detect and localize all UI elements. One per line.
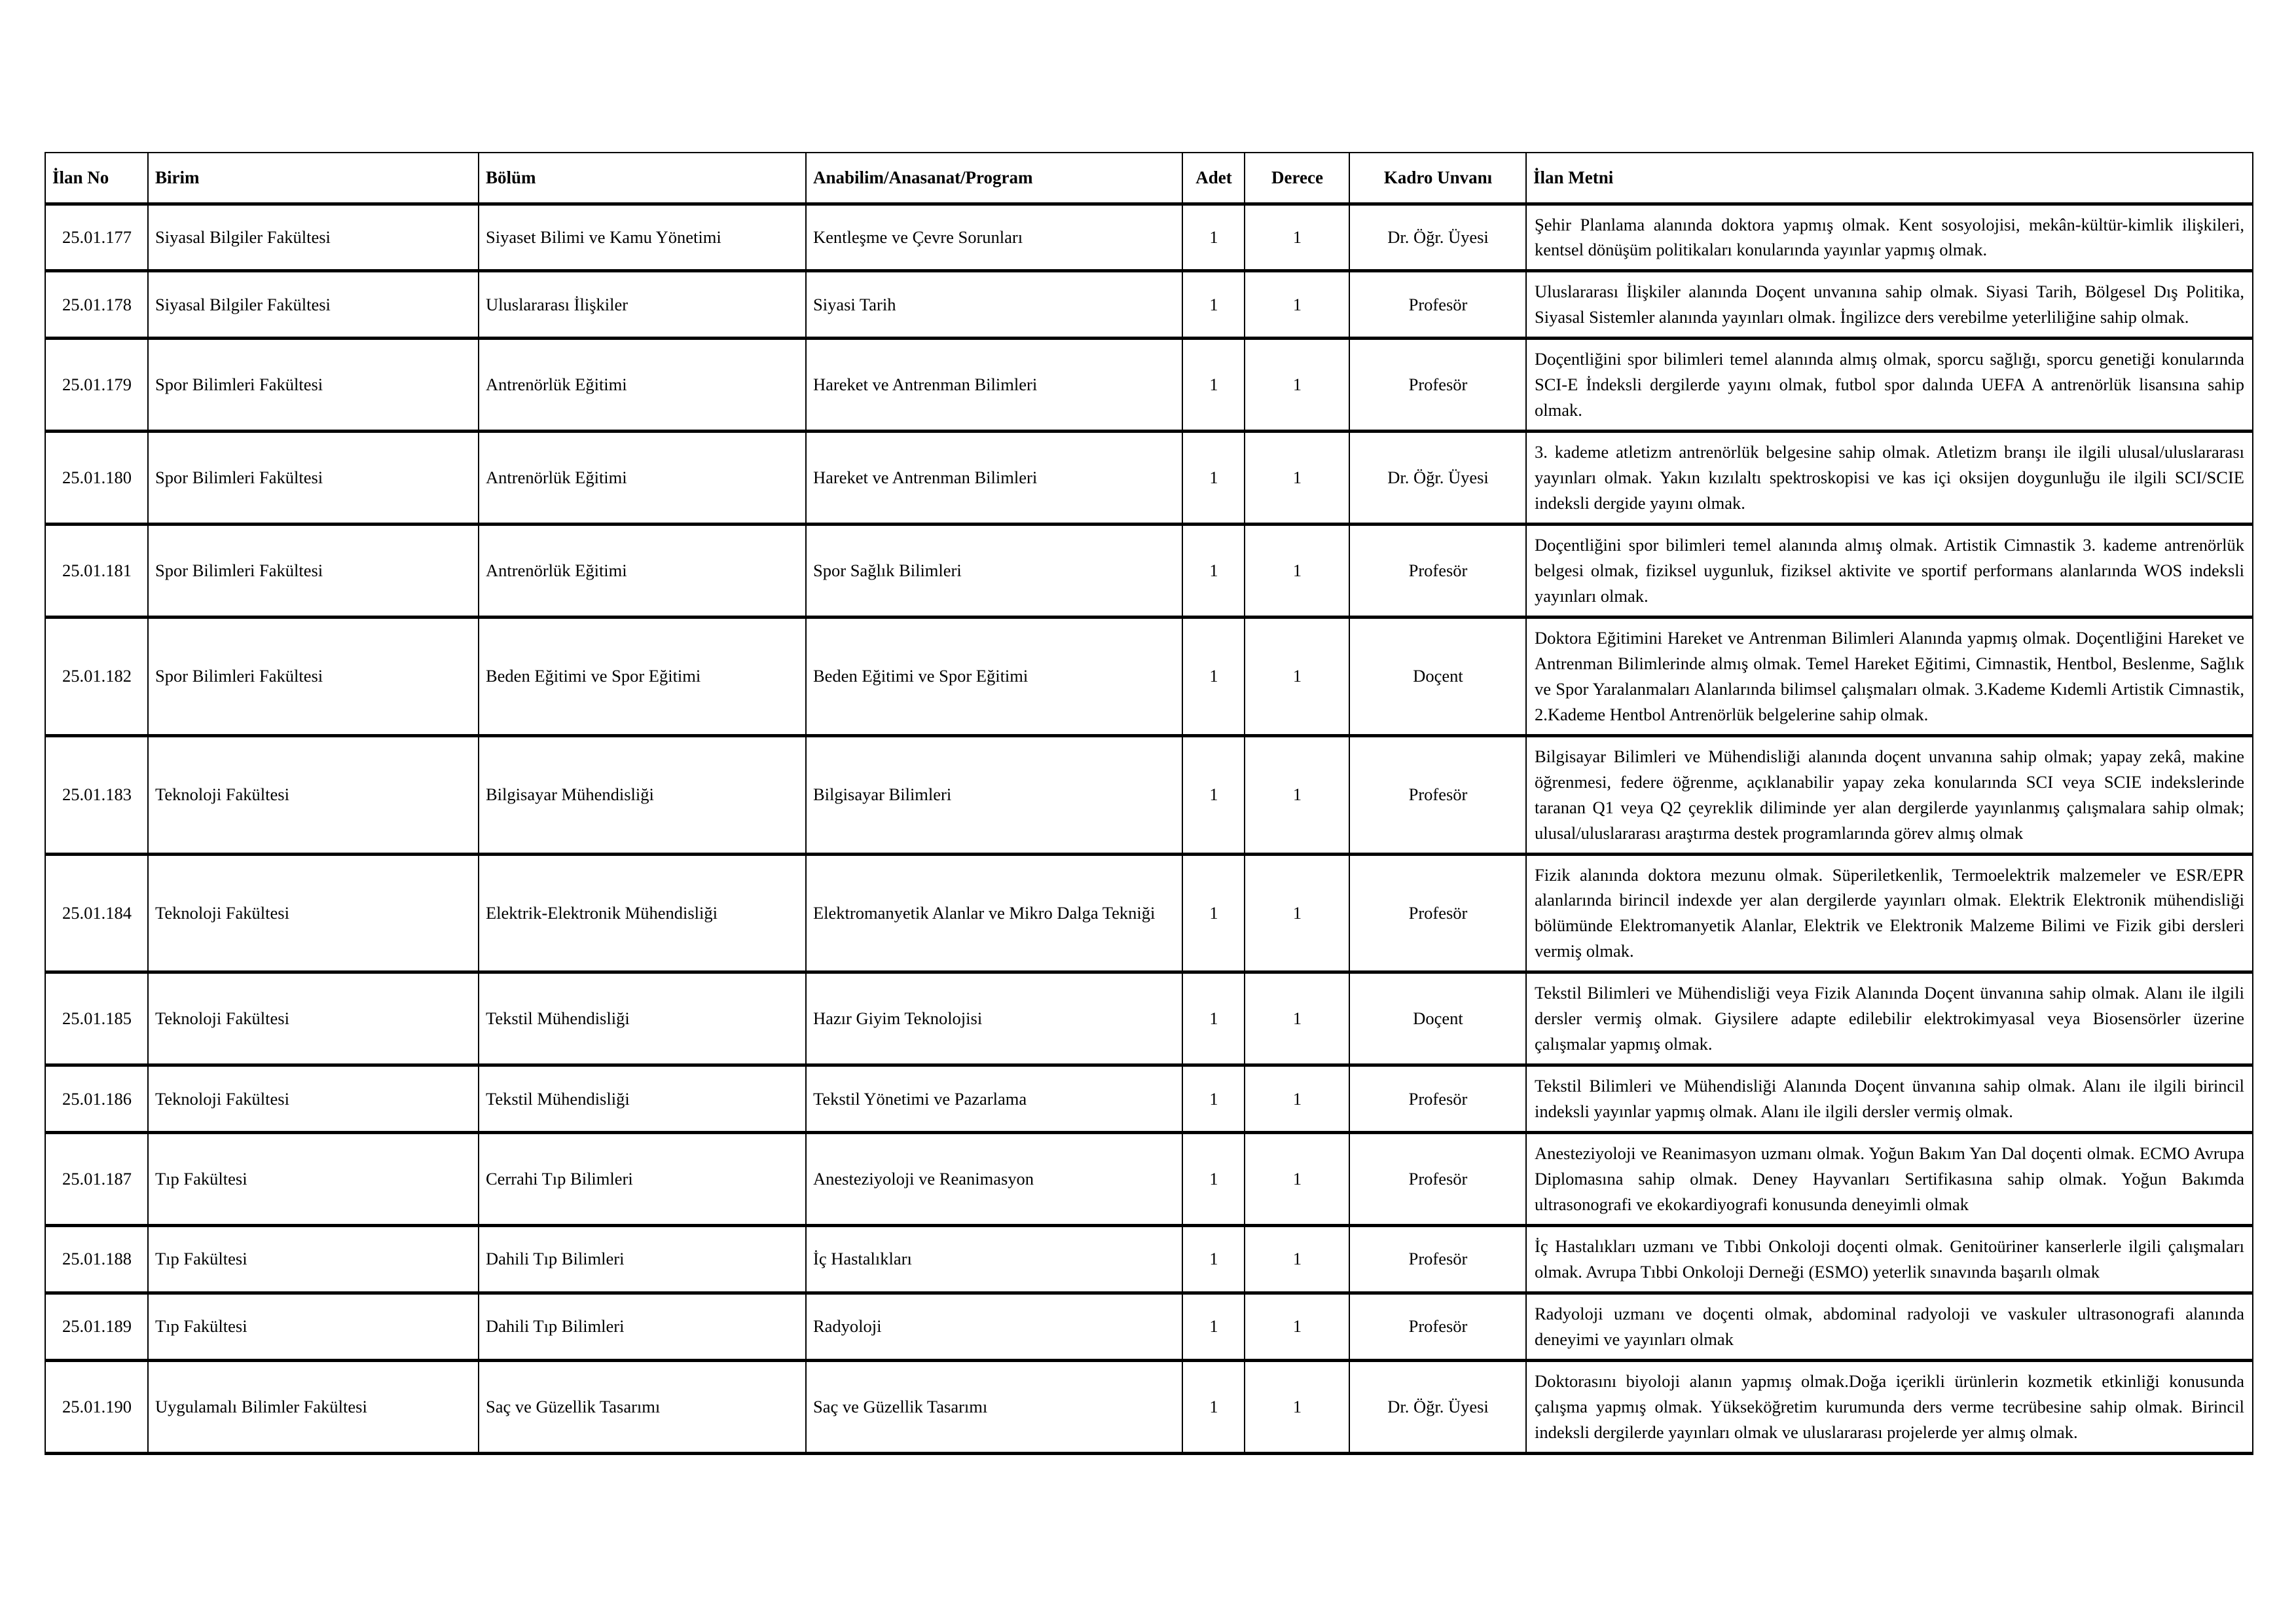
cell-ilan-no: 25.01.185 bbox=[45, 972, 148, 1065]
cell-anabilim: Bilgisayar Bilimleri bbox=[806, 735, 1182, 854]
cell-kadro-unvani: Dr. Öğr. Üyesi bbox=[1349, 1360, 1526, 1453]
cell-kadro-unvani: Profesör bbox=[1349, 525, 1526, 618]
cell-kadro-unvani: Doçent bbox=[1349, 617, 1526, 735]
cell-adet: 1 bbox=[1182, 617, 1245, 735]
cell-kadro-unvani: Profesör bbox=[1349, 1225, 1526, 1293]
cell-birim: Spor Bilimleri Fakültesi bbox=[148, 432, 479, 525]
cell-ilan-metni: Doçentliğini spor bilimleri temel alanında almış olmak. Artistik Cimnastik 3. kademe antrenörlük belgesi olmak, fiziksel uygunluk, fiziksel aktivite ve sportif performans alanlarında WOS indeksli yayınları olmak. bbox=[1526, 525, 2253, 618]
cell-ilan-metni: Tekstil Bilimleri ve Mühendisliği Alanında Doçent ünvanına sahip olmak. Alanı ile ilgili birincil indeksli yayınlar yapmış olmak. Alanı ile ilgili dersler vermiş olmak. bbox=[1526, 1065, 2253, 1133]
cell-ilan-no: 25.01.180 bbox=[45, 432, 148, 525]
cell-ilan-no: 25.01.177 bbox=[45, 204, 148, 271]
cell-anabilim: Kentleşme ve Çevre Sorunları bbox=[806, 204, 1182, 271]
cell-ilan-metni: Tekstil Bilimleri ve Mühendisliği veya Fizik Alanında Doçent ünvanına sahip olmak. Alanı ile ilgili dersler vermiş olmak. Giysilere adapte edilebilir elektrokimyasal veya Biosensörler üzerine çalışmalar yapmış olmak. bbox=[1526, 972, 2253, 1065]
cell-derece: 1 bbox=[1245, 432, 1349, 525]
cell-anabilim: Radyoloji bbox=[806, 1293, 1182, 1360]
cell-adet: 1 bbox=[1182, 1360, 1245, 1453]
cell-kadro-unvani: Profesör bbox=[1349, 1065, 1526, 1133]
cell-adet: 1 bbox=[1182, 972, 1245, 1065]
cell-adet: 1 bbox=[1182, 339, 1245, 432]
cell-kadro-unvani: Profesör bbox=[1349, 271, 1526, 339]
cell-bolum: Tekstil Mühendisliği bbox=[479, 972, 806, 1065]
column-header-anabilim: Anabilim/Anasanat/Program bbox=[806, 153, 1182, 204]
table-header-row bbox=[45, 153, 2253, 204]
table-row bbox=[45, 735, 2253, 854]
cell-derece: 1 bbox=[1245, 1065, 1349, 1133]
cell-derece: 1 bbox=[1245, 1133, 1349, 1226]
cell-bolum: Elektrik-Elektronik Mühendisliği bbox=[479, 854, 806, 972]
cell-bolum: Antrenörlük Eğitimi bbox=[479, 525, 806, 618]
table-body bbox=[45, 204, 2253, 1453]
cell-birim: Tıp Fakültesi bbox=[148, 1293, 479, 1360]
cell-derece: 1 bbox=[1245, 617, 1349, 735]
table-header bbox=[45, 153, 2253, 204]
cell-adet: 1 bbox=[1182, 1225, 1245, 1293]
cell-derece: 1 bbox=[1245, 854, 1349, 972]
table-row bbox=[45, 432, 2253, 525]
cell-kadro-unvani: Profesör bbox=[1349, 1133, 1526, 1226]
cell-birim: Spor Bilimleri Fakültesi bbox=[148, 339, 479, 432]
cell-bolum: Bilgisayar Mühendisliği bbox=[479, 735, 806, 854]
cell-birim: Tıp Fakültesi bbox=[148, 1133, 479, 1226]
column-header-ilan-no: İlan No bbox=[45, 153, 148, 204]
cell-ilan-metni: Doktorasını biyoloji alanın yapmış olmak.Doğa içerikli ürünlerin kozmetik etkinliği konusunda çalışma yapmış olmak. Yükseköğretim kurumunda ders verme tecrübesine sahip olmak. Birincil indeksli dergilerde yayınları olmak ve uluslararası projelerde yer almış olmak. bbox=[1526, 1360, 2253, 1453]
column-header-ilan-metni: İlan Metni bbox=[1526, 153, 2253, 204]
cell-ilan-no: 25.01.184 bbox=[45, 854, 148, 972]
cell-birim: Tıp Fakültesi bbox=[148, 1225, 479, 1293]
cell-adet: 1 bbox=[1182, 525, 1245, 618]
cell-derece: 1 bbox=[1245, 339, 1349, 432]
table-row bbox=[45, 1225, 2253, 1293]
cell-anabilim: Elektromanyetik Alanlar ve Mikro Dalga Tekniği bbox=[806, 854, 1182, 972]
cell-derece: 1 bbox=[1245, 972, 1349, 1065]
cell-birim: Siyasal Bilgiler Fakültesi bbox=[148, 204, 479, 271]
table-row bbox=[45, 854, 2253, 972]
cell-ilan-no: 25.01.187 bbox=[45, 1133, 148, 1226]
cell-ilan-no: 25.01.189 bbox=[45, 1293, 148, 1360]
cell-anabilim: Hazır Giyim Teknolojisi bbox=[806, 972, 1182, 1065]
cell-anabilim: İç Hastalıkları bbox=[806, 1225, 1182, 1293]
cell-ilan-metni: Şehir Planlama alanında doktora yapmış olmak. Kent sosyolojisi, mekân-kültür-kimlik ilişkileri, kentsel dönüşüm politikaları konularında yayınlar yapmış olmak. bbox=[1526, 204, 2253, 271]
cell-ilan-no: 25.01.190 bbox=[45, 1360, 148, 1453]
column-header-adet: Adet bbox=[1182, 153, 1245, 204]
cell-anabilim: Spor Sağlık Bilimleri bbox=[806, 525, 1182, 618]
cell-derece: 1 bbox=[1245, 204, 1349, 271]
cell-bolum: Antrenörlük Eğitimi bbox=[479, 339, 806, 432]
cell-bolum: Cerrahi Tıp Bilimleri bbox=[479, 1133, 806, 1226]
table-row bbox=[45, 1065, 2253, 1133]
cell-kadro-unvani: Profesör bbox=[1349, 854, 1526, 972]
cell-anabilim: Saç ve Güzellik Tasarımı bbox=[806, 1360, 1182, 1453]
cell-adet: 1 bbox=[1182, 854, 1245, 972]
cell-ilan-no: 25.01.178 bbox=[45, 271, 148, 339]
cell-ilan-no: 25.01.183 bbox=[45, 735, 148, 854]
cell-birim: Teknoloji Fakültesi bbox=[148, 735, 479, 854]
cell-adet: 1 bbox=[1182, 204, 1245, 271]
cell-kadro-unvani: Doçent bbox=[1349, 972, 1526, 1065]
cell-derece: 1 bbox=[1245, 271, 1349, 339]
table-row bbox=[45, 204, 2253, 271]
cell-bolum: Tekstil Mühendisliği bbox=[479, 1065, 806, 1133]
cell-derece: 1 bbox=[1245, 1225, 1349, 1293]
table-row bbox=[45, 972, 2253, 1065]
cell-derece: 1 bbox=[1245, 1360, 1349, 1453]
cell-birim: Uygulamalı Bilimler Fakültesi bbox=[148, 1360, 479, 1453]
table-row bbox=[45, 617, 2253, 735]
cell-ilan-metni: 3. kademe atletizm antrenörlük belgesine sahip olmak. Atletizm branşı ile ilgili ulusal/uluslararası yayınları olmak. Yakın kızılaltı spektroskopisi ve kas içi oksijen doygunluğu ile ilgili SCI/SCIE indeksli dergide yayını olmak. bbox=[1526, 432, 2253, 525]
cell-bolum: Siyaset Bilimi ve Kamu Yönetimi bbox=[479, 204, 806, 271]
cell-adet: 1 bbox=[1182, 735, 1245, 854]
table-row bbox=[45, 1133, 2253, 1226]
cell-ilan-metni: Uluslararası İlişkiler alanında Doçent unvanına sahip olmak. Siyasi Tarih, Bölgesel Dış Politika, Siyasal Sistemler alanında yayınları olmak. İngilizce ders verebilme yeterliliğine sahip olmak. bbox=[1526, 271, 2253, 339]
cell-adet: 1 bbox=[1182, 1293, 1245, 1360]
cell-birim: Teknoloji Fakültesi bbox=[148, 972, 479, 1065]
cell-adet: 1 bbox=[1182, 271, 1245, 339]
cell-ilan-no: 25.01.182 bbox=[45, 617, 148, 735]
cell-derece: 1 bbox=[1245, 525, 1349, 618]
cell-ilan-no: 25.01.186 bbox=[45, 1065, 148, 1133]
cell-ilan-metni: Radyoloji uzmanı ve doçenti olmak, abdominal radyoloji ve vaskuler ultrasonografi alanında deneyimi ve yayınları olmak bbox=[1526, 1293, 2253, 1360]
cell-anabilim: Hareket ve Antrenman Bilimleri bbox=[806, 339, 1182, 432]
cell-kadro-unvani: Profesör bbox=[1349, 339, 1526, 432]
cell-bolum: Dahili Tıp Bilimleri bbox=[479, 1225, 806, 1293]
cell-adet: 1 bbox=[1182, 1133, 1245, 1226]
column-header-bolum: Bölüm bbox=[479, 153, 806, 204]
table-row bbox=[45, 271, 2253, 339]
cell-anabilim: Anesteziyoloji ve Reanimasyon bbox=[806, 1133, 1182, 1226]
table-row bbox=[45, 1360, 2253, 1453]
table-row bbox=[45, 525, 2253, 618]
cell-derece: 1 bbox=[1245, 1293, 1349, 1360]
cell-birim: Teknoloji Fakültesi bbox=[148, 1065, 479, 1133]
cell-kadro-unvani: Dr. Öğr. Üyesi bbox=[1349, 432, 1526, 525]
academic-positions-table bbox=[45, 152, 2253, 1455]
cell-adet: 1 bbox=[1182, 1065, 1245, 1133]
cell-ilan-metni: Fizik alanında doktora mezunu olmak. Süperiletkenlik, Termoelektrik malzemeler ve ESR/EPR alanlarında birincil indexde yer alan dergilerde yayınları olmak. Elektrik Elektronik mühendisliği bölümünde Elektromanyetik Alanlar, Elektrik ve Elektronik Malzeme Bilimi ve Fizik gibi dersleri vermiş olmak. bbox=[1526, 854, 2253, 972]
cell-bolum: Antrenörlük Eğitimi bbox=[479, 432, 806, 525]
cell-kadro-unvani: Profesör bbox=[1349, 735, 1526, 854]
cell-bolum: Saç ve Güzellik Tasarımı bbox=[479, 1360, 806, 1453]
column-header-kadro-unvani: Kadro Unvanı bbox=[1349, 153, 1526, 204]
cell-birim: Siyasal Bilgiler Fakültesi bbox=[148, 271, 479, 339]
table-row bbox=[45, 339, 2253, 432]
cell-anabilim: Hareket ve Antrenman Bilimleri bbox=[806, 432, 1182, 525]
cell-ilan-no: 25.01.181 bbox=[45, 525, 148, 618]
cell-ilan-metni: Doçentliğini spor bilimleri temel alanında almış olmak, sporcu sağlığı, sporcu genetiği konularında SCI-E İndeksli dergilerde yayını olmak, futbol spor dalında UEFA A antrenörlük lisansına sahip olmak. bbox=[1526, 339, 2253, 432]
cell-derece: 1 bbox=[1245, 735, 1349, 854]
column-header-birim: Birim bbox=[148, 153, 479, 204]
cell-birim: Spor Bilimleri Fakültesi bbox=[148, 525, 479, 618]
table-row bbox=[45, 1293, 2253, 1360]
cell-birim: Teknoloji Fakültesi bbox=[148, 854, 479, 972]
cell-kadro-unvani: Profesör bbox=[1349, 1293, 1526, 1360]
cell-adet: 1 bbox=[1182, 432, 1245, 525]
cell-ilan-metni: Doktora Eğitimini Hareket ve Antrenman Bilimleri Alanında yapmış olmak. Doçentliğini Hareket ve Antrenman Bilimlerinde almış olmak. Temel Hareket Eğitimi, Cimnastik, Hentbol, Beslenme, Sağlık ve Spor Yaralanmaları Alanlarında bilimsel çalışmaları olmak. 3.Kademe Kıdemli Artistik Cimnastik, 2.Kademe Hentbol Antrenörlük belgelerine sahip olmak. bbox=[1526, 617, 2253, 735]
cell-ilan-metni: Anesteziyoloji ve Reanimasyon uzmanı olmak. Yoğun Bakım Yan Dal doçenti olmak. ECMO Avrupa Diplomasına sahip olmak. Deney Hayvanları Sertifikasına sahip olmak. Yoğun Bakımda ultrasonografi ve ekokardiyografi konusunda deneyimli olmak bbox=[1526, 1133, 2253, 1226]
cell-anabilim: Tekstil Yönetimi ve Pazarlama bbox=[806, 1065, 1182, 1133]
cell-ilan-no: 25.01.179 bbox=[45, 339, 148, 432]
cell-ilan-metni: Bilgisayar Bilimleri ve Mühendisliği alanında doçent unvanına sahip olmak; yapay zekâ, makine öğrenmesi, federe öğrenme, açıklanabilir yapay zeka konularında SCI veya SCIE indekslerinde taranan Q1 veya Q2 çeyreklik diliminde yer alan dergilerde yayınlanmış çalışmalara sahip olmak; ulusal/uluslararası araştırma destek programlarında görev almış olmak bbox=[1526, 735, 2253, 854]
cell-ilan-no: 25.01.188 bbox=[45, 1225, 148, 1293]
cell-ilan-metni: İç Hastalıkları uzmanı ve Tıbbi Onkoloji doçenti olmak. Genitoüriner kanserlerle ilgili çalışmaları olmak. Avrupa Tıbbi Onkoloji Derneği (ESMO) yeterlik sınavında başarılı olmak bbox=[1526, 1225, 2253, 1293]
column-header-derece: Derece bbox=[1245, 153, 1349, 204]
cell-birim: Spor Bilimleri Fakültesi bbox=[148, 617, 479, 735]
cell-anabilim: Siyasi Tarih bbox=[806, 271, 1182, 339]
cell-bolum: Beden Eğitimi ve Spor Eğitimi bbox=[479, 617, 806, 735]
cell-kadro-unvani: Dr. Öğr. Üyesi bbox=[1349, 204, 1526, 271]
cell-bolum: Uluslararası İlişkiler bbox=[479, 271, 806, 339]
cell-anabilim: Beden Eğitimi ve Spor Eğitimi bbox=[806, 617, 1182, 735]
cell-bolum: Dahili Tıp Bilimleri bbox=[479, 1293, 806, 1360]
